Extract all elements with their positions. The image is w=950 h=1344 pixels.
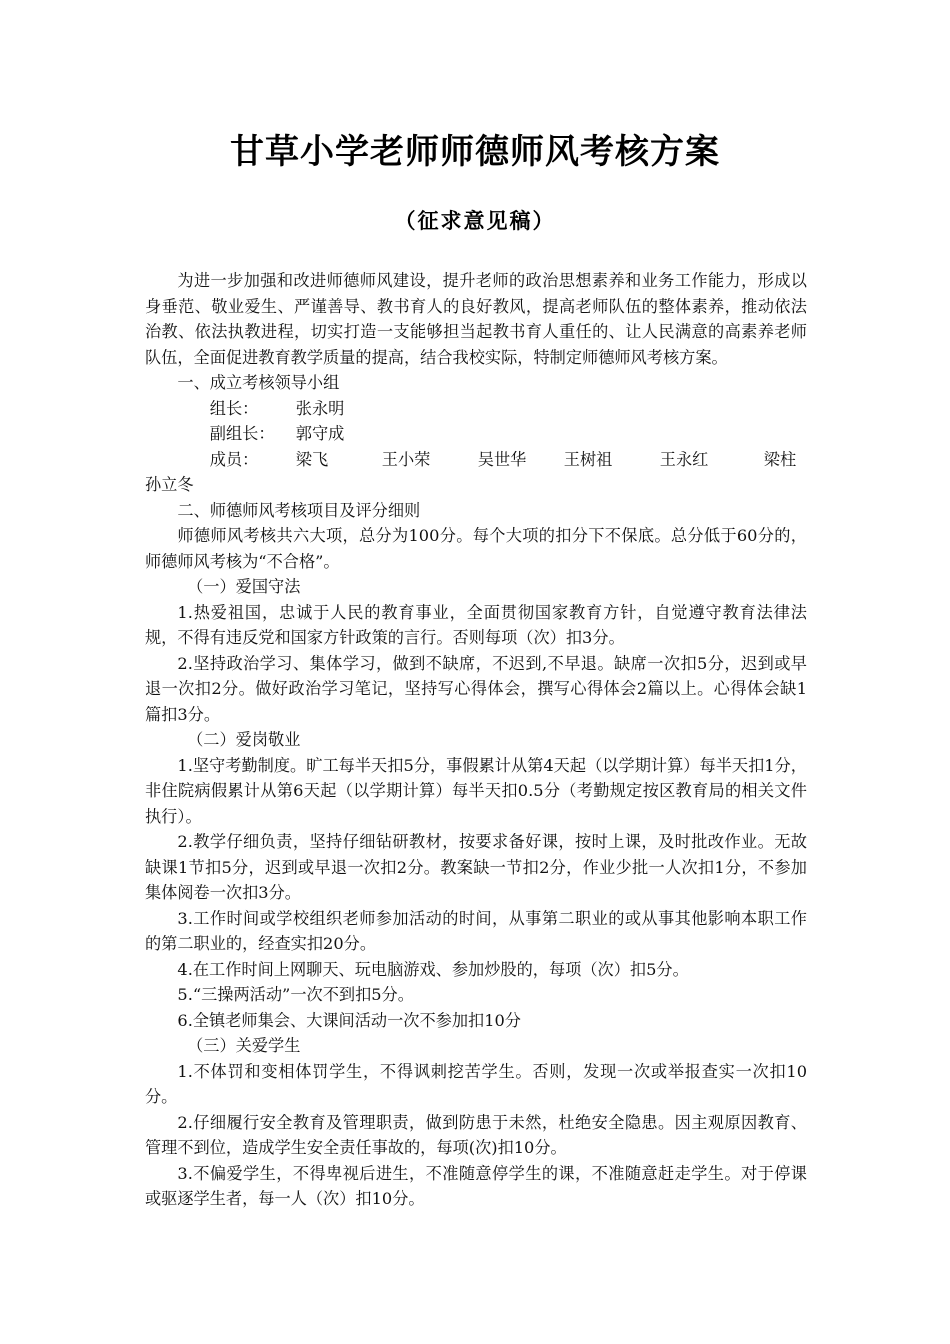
part2-item: 6.全镇老师集会、大课间活动一次不参加扣10分 xyxy=(177,1010,521,1030)
members-row xyxy=(145,447,807,473)
part3-heading: （三）关爱学生 xyxy=(187,1036,301,1055)
deputy-row xyxy=(145,421,807,447)
part2-item: 2.教学仔细负责，坚持仔细钻研教材，按要求备好课，按时上课，及时批改作业。无故缺课1节扣5分，迟到或早退一次扣2分。教案缺一节扣2分，作业少批一人次扣1分，不参加集体阅卷一次扣3分。 xyxy=(145,832,807,902)
part1-item: 1.热爱祖国，忠诚于人民的教育事业，全面贯彻国家教育方针，自觉遵守教育法律法规，不得有违反党和国家方针政策的言行。否则每项（次）扣3分。 xyxy=(145,602,807,647)
intro-paragraph: 为进一步加强和改进师德师风建设，提升老师的政治思想素养和业务工作能力，形成以身垂范、敬业爱生、严谨善导、教书育人的良好教风，提高老师队伍的整体素养，推动依法治教、依法执教进程，切实打造一支能够担当起教书育人重任的、让人民满意的高素养老师队伍，全面促进教育教学质量的提高，结合我校实际，特制定师德师风考核方案。 xyxy=(145,271,807,367)
leader-name: 张永明 xyxy=(295,398,345,418)
part2-item: 1.坚守考勤制度。旷工每半天扣5分，事假累计从第4天起（以学期计算）每半天扣1分，非住院病假累计从第6天起（以学期计算）每半天扣0.5分（考勤规定按区教育局的相关文件执行）。 xyxy=(145,755,807,826)
section2-summary: 师德师风考核共六大项，总分为100分。每个大项的扣分下不保底。总分低于60分的，师德师风考核为“不合格”。 xyxy=(145,526,807,571)
part2-heading: （二）爱岗敬业 xyxy=(187,730,301,749)
members-label: 成员： xyxy=(209,449,259,469)
part1-item: 2.坚持政治学习、集体学习，做到不缺席，不迟到,不早退。缺席一次扣5分，迟到或早退一次扣2分。做好政治学习笔记，坚持写心得体会，撰写心得体会2篇以上。心得体会缺1篇扣3分。 xyxy=(145,653,807,724)
member-name: 吴世华 xyxy=(477,449,527,469)
document-subtitle: （征求意见稿） xyxy=(394,209,556,233)
part2-item: 5.“三操两活动”一次不到扣5分。 xyxy=(177,985,414,1004)
section1-heading: 一、成立考核领导小组 xyxy=(177,373,340,392)
part3-item: 1.不体罚和变相体罚学生，不得讽刺挖苦学生。否则，发现一次或举报查实一次扣10分。 xyxy=(145,1061,807,1106)
part2-item: 4.在工作时间上网聊天、玩电脑游戏、参加炒股的，每项（次）扣5分。 xyxy=(177,959,689,979)
member-name: 王小荣 xyxy=(381,449,431,469)
part1-heading: （一）爱国守法 xyxy=(187,577,301,596)
part3-item: 3.不偏爱学生，不得卑视后进生，不准随意停学生的课，不准随意赶走学生。对于停课或驱逐学生者，每一人（次）扣10分。 xyxy=(145,1163,807,1208)
deputy-label: 副组长： xyxy=(209,424,275,443)
deputy-name: 郭守成 xyxy=(295,424,345,443)
part3-item: 2.仔细履行安全教育及管理职责，做到防患于未然，杜绝安全隐患。因主观原因教育、管理不到位，造成学生安全责任事故的，每项(次)扣10分。 xyxy=(145,1112,807,1157)
leader-row xyxy=(145,396,807,422)
member-name: 王永红 xyxy=(659,449,709,469)
member-name: 梁柱 xyxy=(763,449,797,469)
member-name: 王树祖 xyxy=(563,449,613,469)
section2-heading: 二、师德师风考核项目及评分细则 xyxy=(177,500,421,520)
part2-item: 3.工作时间或学校组织老师参加活动的时间，从事第二职业的或从事其他影响本职工作的第二职业的，经查实扣20分。 xyxy=(145,908,807,953)
document-body xyxy=(145,268,807,1212)
document-title: 甘草小学老师师德师风考核方案 xyxy=(230,132,720,172)
leader-label: 组长： xyxy=(209,398,259,418)
member-name: 梁飞 xyxy=(295,449,329,469)
member-name-continued: 孙立冬 xyxy=(145,475,194,494)
